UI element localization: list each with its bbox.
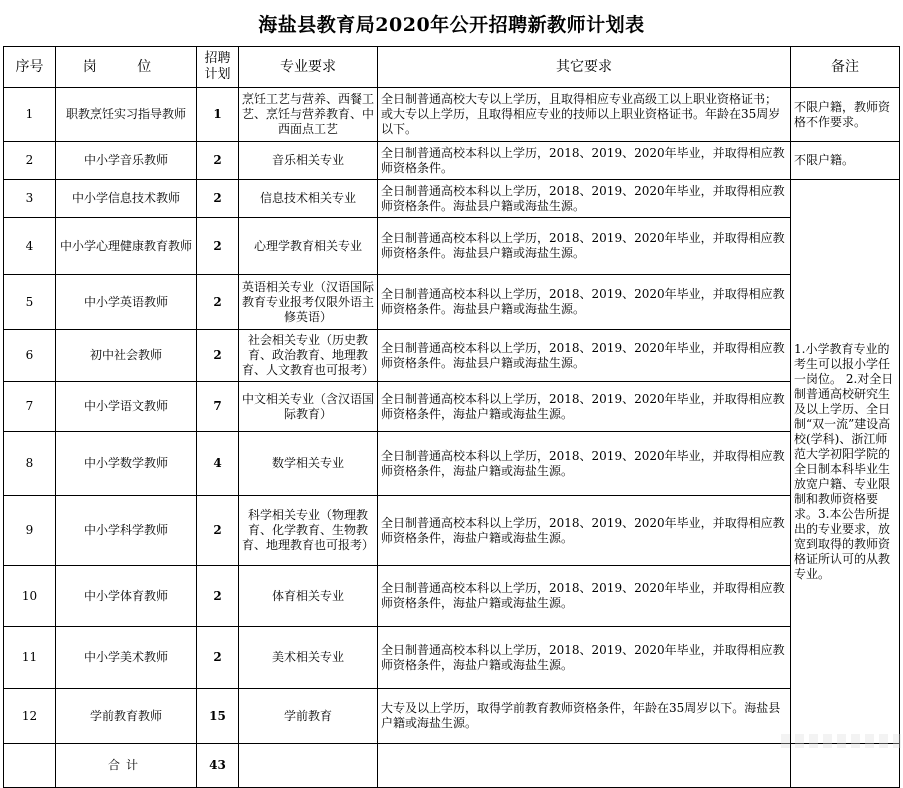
quota-cell: 2 [197, 142, 239, 180]
position-cell: 中小学体育教师 [56, 566, 197, 627]
seq-cell: 8 [4, 432, 56, 496]
seq-cell: 4 [4, 218, 56, 275]
quota-cell: 15 [197, 689, 239, 744]
major-cell: 美术相关专业 [239, 627, 378, 689]
quota-cell: 2 [197, 627, 239, 689]
shared-remark-cell: 1.小学教育专业的考生可以报小学任一岗位。 2.对全日制普通高校研究生及以上学历、全日制“双一流”建设高校(学科)、浙江师范大学初阳学院的全日制本科毕业生放宽户籍、专业限制和教师资格要求。3.本公告所提出的专业要求，放宽到取得的教师资格证所认可的从教专业。 [791, 180, 900, 744]
position-cell: 中小学数学教师 [56, 432, 197, 496]
total-remark-cell [791, 744, 900, 788]
other-requirements-cell: 全日制普通高校本科以上学历，2018、2019、2020年毕业，并取得相应教师资格条件，海盐户籍或海盐生源。 [378, 627, 791, 689]
total-row [4, 744, 900, 788]
header-row [4, 47, 900, 88]
total-major-cell [239, 744, 378, 788]
position-cell: 中小学心理健康教育教师 [56, 218, 197, 275]
other-requirements-cell: 全日制普通高校本科以上学历，2018、2019、2020年毕业，并取得相应教师资格条件。海盐县户籍或海盐生源。 [378, 180, 791, 218]
table-row [4, 689, 900, 744]
quota-cell: 4 [197, 432, 239, 496]
other-requirements-cell: 全日制普通高校本科以上学历，2018、2019、2020年毕业，并取得相应教师资格条件。 [378, 142, 791, 180]
quota-cell: 2 [197, 330, 239, 382]
table-row [4, 566, 900, 627]
recruitment-plan-table [3, 46, 900, 788]
other-requirements-cell: 全日制普通高校本科以上学历，2018、2019、2020年毕业，并取得相应教师资格条件。海盐县户籍或海盐生源。 [378, 275, 791, 330]
header-other: 其它要求 [378, 47, 791, 88]
table-row [4, 180, 900, 218]
other-requirements-cell: 大专及以上学历，取得学前教育教师资格条件，年龄在35周岁以下。海盐县户籍或海盐生源。 [378, 689, 791, 744]
quota-cell: 7 [197, 382, 239, 432]
position-cell: 初中社会教师 [56, 330, 197, 382]
major-cell: 体育相关专业 [239, 566, 378, 627]
table-row [4, 432, 900, 496]
quota-cell: 2 [197, 566, 239, 627]
seq-cell: 2 [4, 142, 56, 180]
seq-cell: 10 [4, 566, 56, 627]
quota-cell: 2 [197, 180, 239, 218]
other-requirements-cell: 全日制普通高校本科以上学历，2018、2019、2020年毕业，并取得相应教师资格条件，海盐户籍或海盐生源。 [378, 432, 791, 496]
seq-cell: 12 [4, 689, 56, 744]
major-cell: 烹饪工艺与营养、西餐工艺、烹饪与营养教育、中西面点工艺 [239, 88, 378, 142]
other-requirements-cell: 全日制普通高校本科以上学历，2018、2019、2020年毕业，并取得相应教师资格条件。海盐县户籍或海盐生源。 [378, 330, 791, 382]
other-requirements-cell: 全日制普通高校本科以上学历，2018、2019、2020年毕业，并取得相应教师资格条件，海盐户籍或海盐生源。 [378, 496, 791, 566]
seq-cell: 11 [4, 627, 56, 689]
major-cell: 中文相关专业（含汉语国际教育） [239, 382, 378, 432]
position-cell: 职教烹饪实习指导教师 [56, 88, 197, 142]
major-cell: 学前教育 [239, 689, 378, 744]
watermark [781, 734, 901, 748]
table-row [4, 275, 900, 330]
header-position: 岗 位 [56, 47, 197, 88]
table-row [4, 496, 900, 566]
seq-cell: 6 [4, 330, 56, 382]
remark-cell: 不限户籍。 [791, 142, 900, 180]
major-cell: 数学相关专业 [239, 432, 378, 496]
position-cell: 中小学科学教师 [56, 496, 197, 566]
position-cell: 中小学信息技术教师 [56, 180, 197, 218]
header-seq: 序号 [4, 47, 56, 88]
other-requirements-cell: 全日制普通高校本科以上学历，2018、2019、2020年毕业，并取得相应教师资格条件，海盐户籍或海盐生源。 [378, 382, 791, 432]
table-row [4, 627, 900, 689]
seq-cell: 9 [4, 496, 56, 566]
position-cell: 学前教育教师 [56, 689, 197, 744]
seq-cell: 3 [4, 180, 56, 218]
total-seq-cell [4, 744, 56, 788]
header-major: 专业要求 [239, 47, 378, 88]
remark-cell: 不限户籍，教师资格不作要求。 [791, 88, 900, 142]
quota-cell: 2 [197, 275, 239, 330]
seq-cell: 1 [4, 88, 56, 142]
table-row [4, 88, 900, 142]
other-requirements-cell: 全日制普通高校本科以上学历，2018、2019、2020年毕业，并取得相应教师资格条件。海盐县户籍或海盐生源。 [378, 218, 791, 275]
major-cell: 英语相关专业（汉语国际教育专业报考仅限外语主修英语） [239, 275, 378, 330]
header-remarks: 备注 [791, 47, 900, 88]
seq-cell: 7 [4, 382, 56, 432]
major-cell: 音乐相关专业 [239, 142, 378, 180]
major-cell: 社会相关专业（历史教育、政治教育、地理教育、人文教育也可报考） [239, 330, 378, 382]
table-row [4, 218, 900, 275]
table-row [4, 142, 900, 180]
table-row [4, 330, 900, 382]
table-row [4, 382, 900, 432]
page-title: 海盐县教育局2020年公开招聘新教师计划表 [258, 13, 645, 36]
quota-cell: 1 [197, 88, 239, 142]
position-cell: 中小学语文教师 [56, 382, 197, 432]
major-cell: 心理学教育相关专业 [239, 218, 378, 275]
total-label: 合计 [56, 744, 197, 788]
position-cell: 中小学美术教师 [56, 627, 197, 689]
position-cell: 中小学音乐教师 [56, 142, 197, 180]
other-requirements-cell: 全日制普通高校本科以上学历，2018、2019、2020年毕业，并取得相应教师资格条件，海盐户籍或海盐生源。 [378, 566, 791, 627]
total-value: 43 [197, 744, 239, 788]
major-cell: 科学相关专业（物理教育、化学教育、生物教育、地理教育也可报考） [239, 496, 378, 566]
major-cell: 信息技术相关专业 [239, 180, 378, 218]
total-other-cell [378, 744, 791, 788]
quota-cell: 2 [197, 496, 239, 566]
position-cell: 中小学英语教师 [56, 275, 197, 330]
quota-cell: 2 [197, 218, 239, 275]
other-requirements-cell: 全日制普通高校大专以上学历，且取得相应专业高级工以上职业资格证书；或大专以上学历，且取得相应专业的技师以上职业资格证书。年龄在35周岁以下。 [378, 88, 791, 142]
header-quota: 招聘计划 [197, 47, 239, 88]
seq-cell: 5 [4, 275, 56, 330]
